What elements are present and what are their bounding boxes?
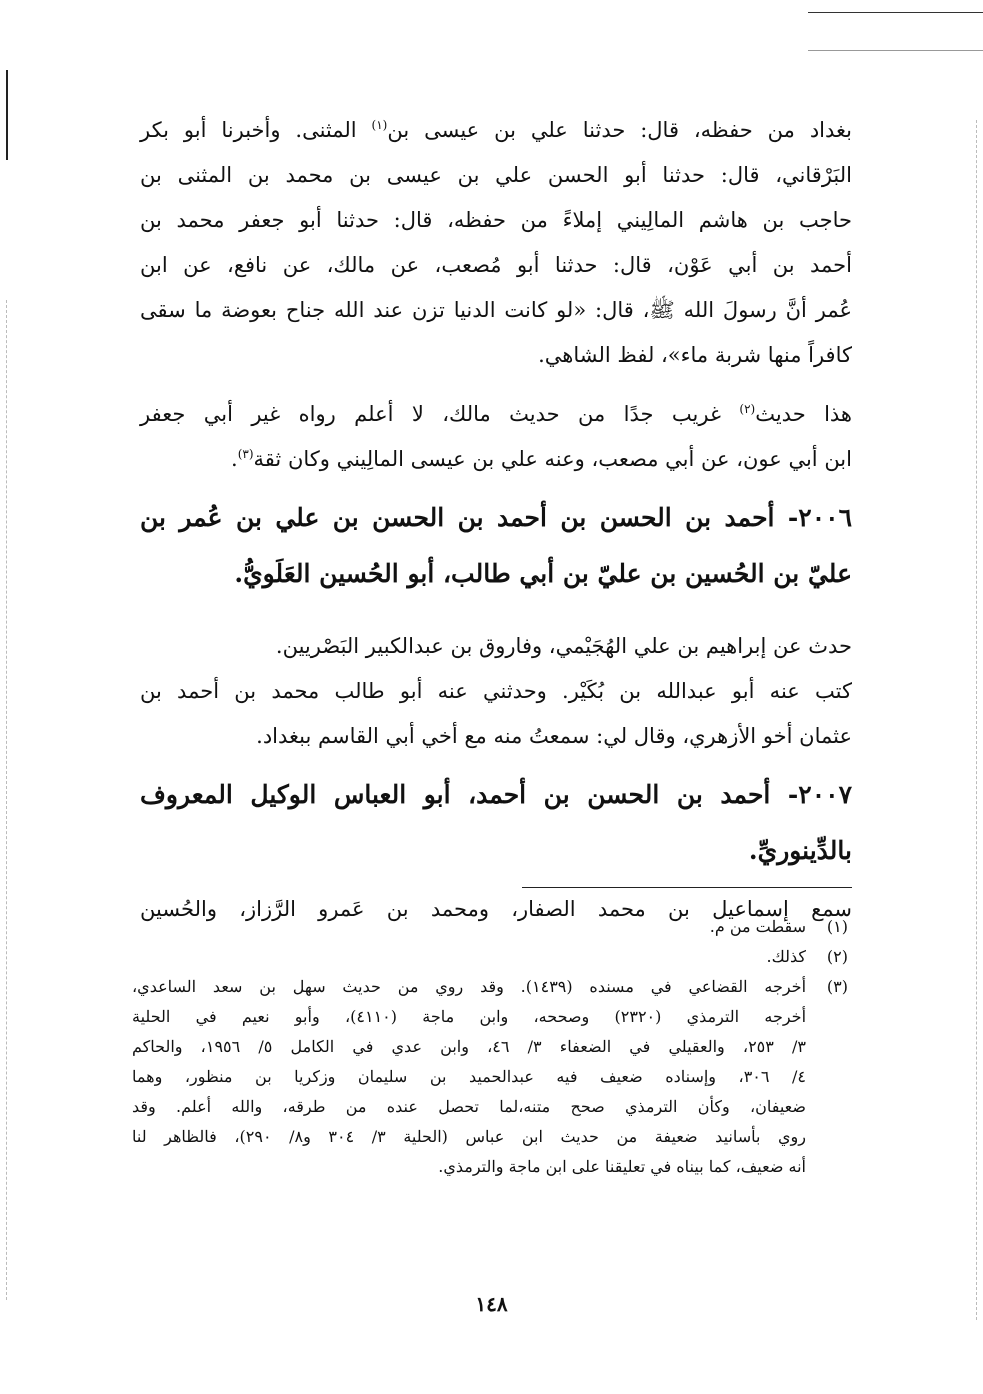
footnote-text: أخرجه القضاعي في مسنده (١٤٣٩). وقد روي من حديث سهل بن سعد الساعدي، xyxy=(132,977,807,996)
scan-margin-line xyxy=(976,120,977,1320)
paragraph-3 xyxy=(140,624,852,759)
heading-line: بالدِّينوريِّ. xyxy=(748,836,852,865)
text-line: سمع إسماعيل بن محمد الصفار، ومحمد بن عَمرو الرَّزاز، والحُسين xyxy=(140,897,852,921)
text-line: حدث عن إبراهيم بن علي الهُجَيْمي، وفاروق بن عبدالكبير البَصْريين. xyxy=(275,634,852,658)
entry-heading-2006 xyxy=(140,490,852,602)
footnote-text: أخرجه الترمذي (٢٣٢٠) وصححه، وابن ماجة (٤١١٠)، وأبو نعيم في الحلية xyxy=(132,1007,807,1026)
text-line: بغداد من حفظه، قال: حدثنا علي بن عيسى بن$^{(١)}$ المثنى. وأخبرنا أبو بكر xyxy=(140,118,852,142)
text-line: كتب عنه أبو عبدالله بن بُكَيْر. وحدثني عنه أبو طالب محمد بن أحمد بن xyxy=(140,679,852,703)
footnote-2 xyxy=(132,942,848,972)
footnote-text: سقطت من م. xyxy=(709,917,806,936)
paragraph-2 xyxy=(140,392,852,482)
footnote-1 xyxy=(132,912,848,942)
heading-line: ٢٠٠٧- أحمد بن الحسن بن أحمد، أبو العباس الوكيل المعروف xyxy=(140,780,852,809)
paragraph-1 xyxy=(140,108,852,378)
footnote-ref: (٣) xyxy=(237,447,254,461)
heading-line: عليّ بن الحُسين بن عليّ بن أبي طالب، أبو الحُسين العَلَويُّ. xyxy=(234,559,852,588)
footnote-text: روي بأسانيد ضعيفة من حديث ابن عباس (الحلية ٣/ ٣٠٤ و٨/ ٢٩٠)، فالظاهر لنا xyxy=(132,1127,807,1146)
scan-edge-line xyxy=(808,50,983,51)
scan-margin-line xyxy=(6,300,7,1300)
text-line: كافراً منها شربة ماء»، لفظ الشاهي. xyxy=(538,343,852,367)
footnote-ref: (٢) xyxy=(739,402,756,416)
text-line: عُمر أنَّ رسولَ الله ﷺ، قال: «لو كانت الدنيا تزن عند الله جناح بعوضة ما سقى xyxy=(140,298,852,322)
footnotes xyxy=(132,912,848,1182)
text-line: عثمان أخو الأزهري، وقال لي: سمعتُ منه مع أخي أبي القاسم ببغداد. xyxy=(256,724,852,748)
footnote-number: (٣) xyxy=(826,977,848,996)
footnote-text: كذلك. xyxy=(766,947,806,966)
text-line: ابن أبي عون، عن أبي مصعب، وعنه علي بن عيسى المالِيني وكان ثقة$^{(٣)}$. xyxy=(231,447,852,471)
page-number: ١٤٨ xyxy=(475,1292,508,1316)
main-text xyxy=(140,108,852,932)
footnote-text: ٤/ ٣٠٦، وإسناده ضعيف فيه عبدالحميد بن سليمان وزكريا بن منظور، وهما xyxy=(132,1067,806,1086)
footnote-separator xyxy=(522,887,852,888)
footnote-number: (٢) xyxy=(826,947,848,966)
footnote-text: أنه ضعيف، كما بيناه في تعليقنا على ابن ماجة والترمذي. xyxy=(438,1157,806,1176)
text-line: هذا حديث$^{(٢)}$ غريب جدًا من حديث مالك، لا أعلم رواه غير أبي جعفر xyxy=(140,402,853,426)
heading-line: ٢٠٠٦- أحمد بن الحسن بن أحمد بن الحسن بن علي بن عُمر بن xyxy=(140,503,852,532)
text-line: حاجب بن هاشم المالِيني إملاءً من حفظه، قال: حدثنا أبو جعفر محمد بن xyxy=(140,208,852,232)
footnote-3 xyxy=(132,972,848,1182)
footnote-ref: (١) xyxy=(371,118,388,132)
scan-margin-line xyxy=(6,70,8,160)
text-line: أحمد بن أبي عَوْن، قال: حدثنا أبو مُصعب، عن مالك، عن نافع، عن ابن xyxy=(140,253,852,277)
scan-edge-line xyxy=(808,12,983,13)
footnote-text: ضعيفان، وكأن الترمذي صحح متنه،لما تحصل عنده من طرقه، والله أعلم. وقد xyxy=(132,1097,806,1116)
entry-heading-2007 xyxy=(140,767,852,879)
footnote-text: ٣/ ٢٥٣، والعقيلي في الضعفاء ٣/ ٤٦، وابن عدي في الكامل ٥/ ١٩٥٦، والحاكم xyxy=(132,1037,806,1056)
text-line: البَرْقاني، قال: حدثنا أبو الحسن علي بن عيسى بن محمد بن المثنى بن xyxy=(140,163,852,187)
footnote-number: (١) xyxy=(826,917,848,936)
